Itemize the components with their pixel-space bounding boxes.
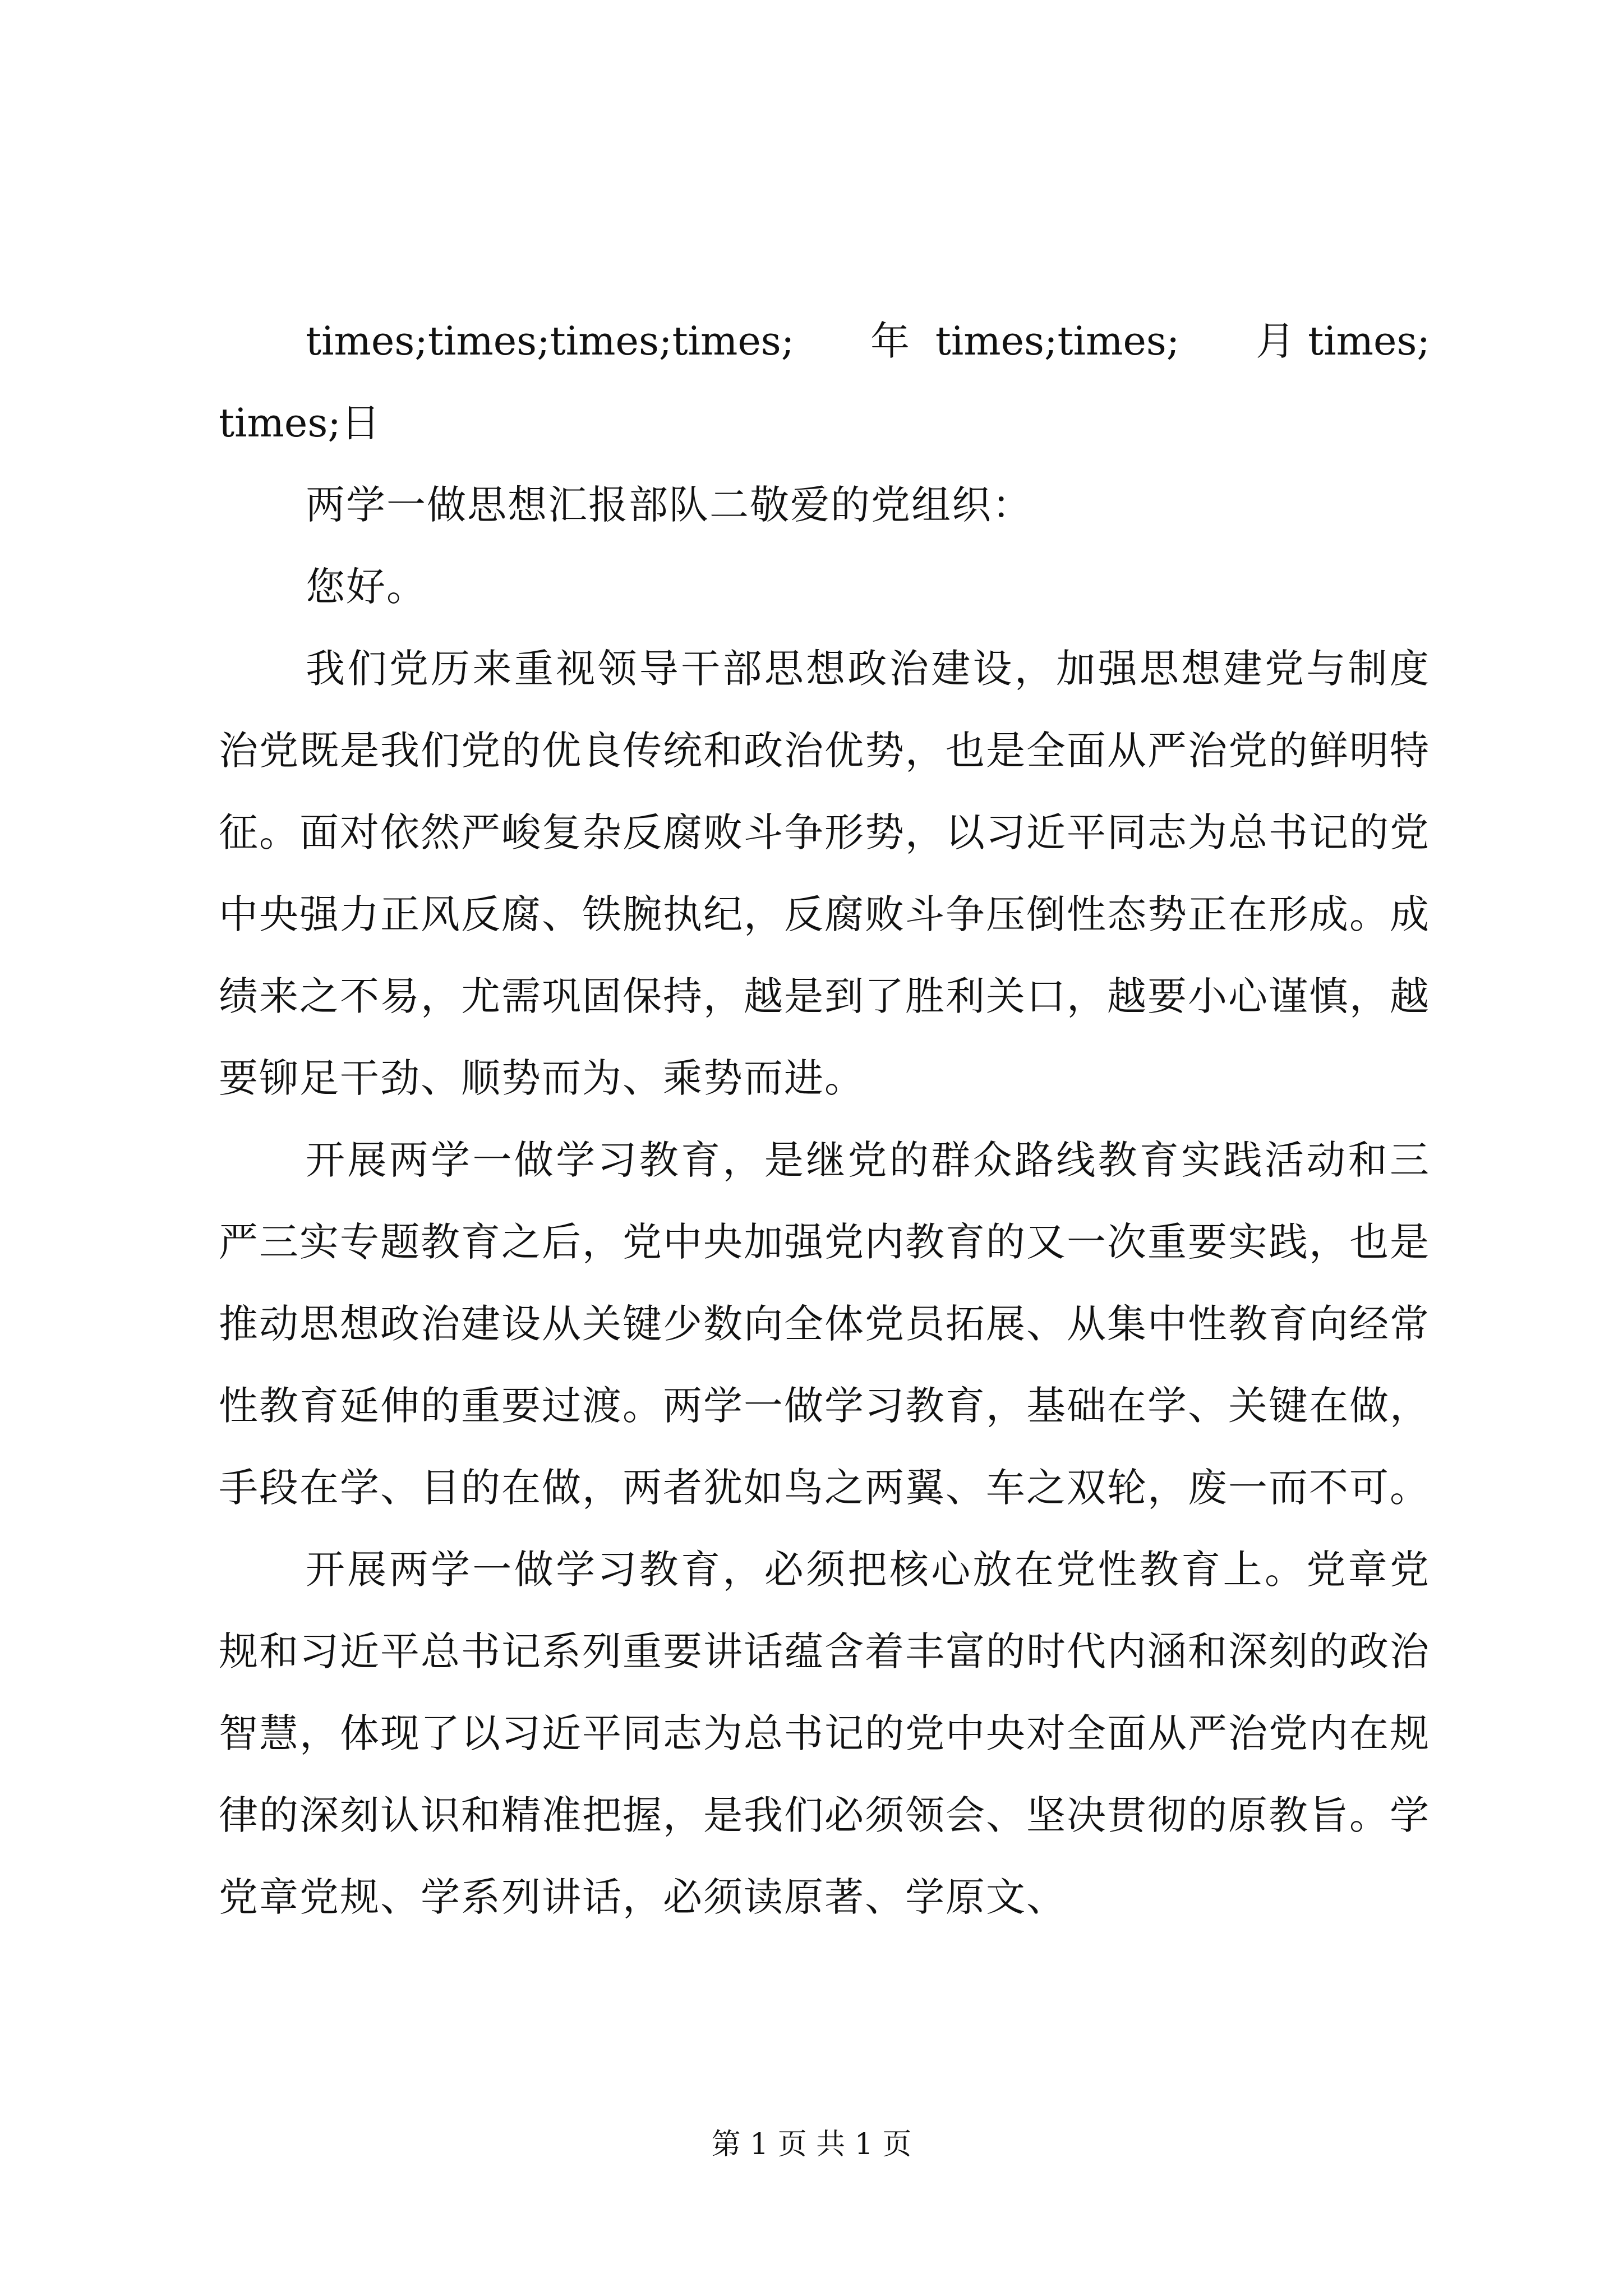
document-heading: 两学一做思想汇报部队二敬爱的党组织： [306,482,1032,528]
date-line: times;times;times;times; 年 times;times; 月 times;times;日 [219,318,1430,446]
page-footer: 第 1 页 共 1 页 [711,2128,912,2161]
paragraph-3: 开展两学一做学习教育，必须把核心放在党性教育上。党章党规和习近平总书记系列重要讲话蕴含着丰富的时代内涵和深刻的政治智慧，体现了以习近平同志为总书记的党中央对全面从严治党内在规律的深刻认识和精准把握，是我们必须领会、坚决贯彻的原教旨。学党章党规、学系列讲话，必须读原著、学原文、 [219,1547,1430,1920]
paragraph-1: 我们党历来重视领导干部思想政治建设，加强思想建党与制度治党既是我们党的优良传统和政治优势，也是全面从严治党的鲜明特征。面对依然严峻复杂反腐败斗争形势，以习近平同志为总书记的党中央强力正风反腐、铁腕执纪，反腐败斗争压倒性态势正在形成。成绩来之不易，尤需巩固保持，越是到了胜利关口，越要小心谨慎，越要铆足干劲、顺势而为、乘势而进。 [219,646,1430,1101]
greeting: 您好。 [306,564,427,610]
document-body [219,300,1430,1938]
paragraph-2: 开展两学一做学习教育，是继党的群众路线教育实践活动和三严三实专题教育之后，党中央加强党内教育的又一次重要实践，也是推动思想政治建设从关键少数向全体党员拓展、从集中性教育向经常性教育延伸的重要过渡。两学一做学习教育，基础在学、关键在做，手段在学、目的在做，两者犹如鸟之两翼、车之双轮，废一而不可。 [219,1137,1430,1511]
